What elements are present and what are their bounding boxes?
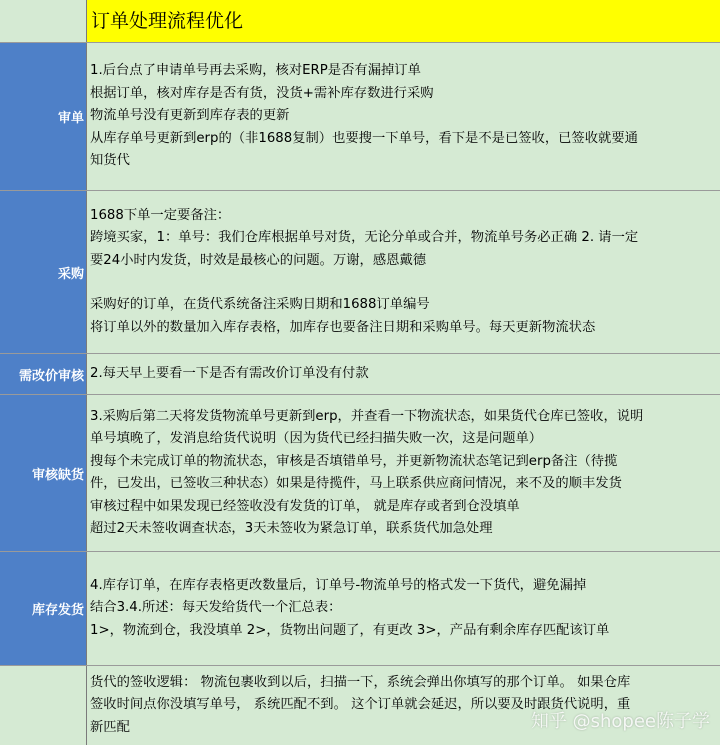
section-row-review — [0, 43, 720, 191]
content-line: 将订单以外的数量加入库存表格，加库存也要备注日期和采购单号。每天更新物流状态 — [90, 319, 596, 335]
content-line: 单号填晚了，发消息给货代说明（因为货代已经扫描失败一次，这是问题单） — [90, 431, 543, 446]
content-line: 1.后台点了申请单号再去采购，核对ERP是否有漏掉订单 — [90, 63, 421, 79]
watermark: 知乎 @shopee陈子学 — [530, 711, 710, 732]
section-content — [87, 43, 720, 190]
content-line: 结合3.4.所述：每天发给货代一个汇总表： — [90, 600, 342, 616]
section-label: 库存发货 — [0, 552, 87, 665]
content-line: 新匹配 — [90, 719, 130, 735]
content-line: 1>，物流到仓，我没填单 2>，货物出问题了，有更改 3>，产品有剩余库存匹配该订单 — [90, 622, 610, 638]
content-line: 4.库存订单，在库存表格更改数量后，订单号-物流单号的格式发一下货代，避免漏掉 — [90, 577, 587, 593]
content-line: 1688下单一定要备注： — [90, 207, 231, 223]
section-content — [87, 395, 720, 551]
content-line: 采购好的订单，在货代系统备注采购日期和1688订单编号 — [90, 297, 430, 313]
section-content — [87, 191, 720, 353]
section-label: 审核缺货 — [0, 395, 87, 551]
content-line: 物流单号没有更新到库存表的更新 — [90, 108, 290, 124]
section-row-receipt-logic — [0, 666, 720, 745]
section-label — [0, 666, 87, 745]
section-content — [87, 666, 720, 745]
content-line: 根据订单，核对库存是否有货，没货+需补库存数进行采购 — [90, 85, 434, 101]
section-row-stockout-review — [0, 395, 720, 552]
content-line: 搜每个未完成订单的物流状态，审核是否填错单号，并更新物流状态笔记到erp备注（待揽 — [90, 453, 618, 469]
section-label: 采购 — [0, 191, 87, 353]
title-row — [0, 0, 720, 43]
content-line: 签收时间点你没填写单号， 系统匹配不到。 这个订单就会延迟，所以要及时跟货代说明，重 — [90, 697, 631, 713]
content-line: 货代的签收逻辑： 物流包裹收到以后，扫描一下，系统会弹出你填写的那个订单。 如果仓库 — [90, 674, 631, 690]
content-line: 从库存单号更新到erp的（非1688复制）也要搜一下单号，看下是不是已签收，已签收就要通 — [90, 130, 638, 146]
content-line: 跨境买家，1：单号：我们仓库根据单号对货，无论分单或合并，物流单号务必正确 2. 请一定 — [90, 230, 639, 246]
section-row-price-review — [0, 354, 720, 395]
section-label: 审单 — [0, 43, 87, 190]
content-line: 件，已发出，已签收三种状态）如果是待揽件，马上联系供应商问情况，来不及的顺丰发货 — [90, 476, 622, 491]
section-content — [87, 552, 720, 665]
section-row-stock-shipping — [0, 552, 720, 666]
content-line: 审核过程中如果发现已经签收没有发货的订单， 就是库存或者到仓没填单 — [90, 498, 520, 514]
content-line: 3.采购后第二天将发货物流单号更新到erp，并查看一下物流状态，如果货代仓库已签收，说明 — [90, 408, 644, 424]
content-line: 要24小时内发货，时效是最核心的问题。万谢，感恩戴德 — [90, 252, 427, 268]
content-line: 超过2天未签收调查状态，3天未签收为紧急订单，联系货代加急处理 — [90, 521, 493, 536]
content-line: 2.每天早上要看一下是否有需改价订单没有付款 — [90, 365, 369, 381]
title-label-cell — [0, 0, 87, 42]
section-row-purchase — [0, 191, 720, 354]
content-line: 知货代 — [90, 153, 130, 169]
section-content — [87, 354, 720, 394]
page-title: 订单处理流程优化 — [87, 0, 720, 42]
blank-line — [90, 272, 714, 294]
section-label: 需改价审核 — [0, 354, 87, 394]
